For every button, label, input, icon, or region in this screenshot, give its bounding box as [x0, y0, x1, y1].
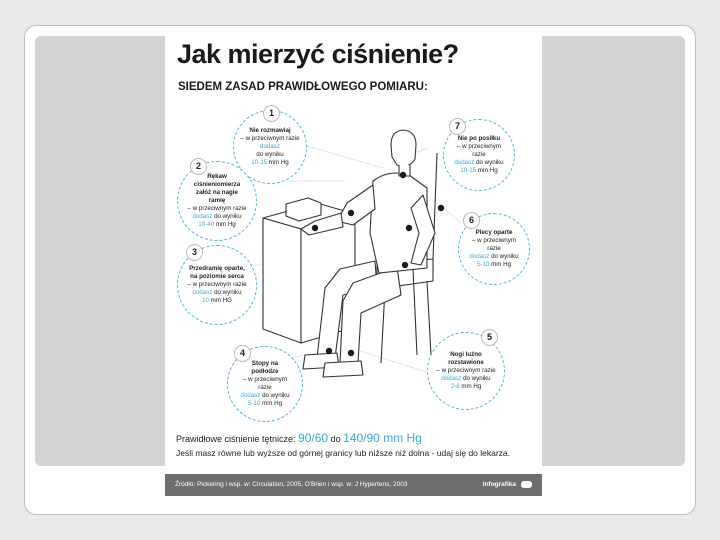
rule-text: do wyniku	[214, 289, 242, 296]
rule-unit: mm Hg	[268, 159, 289, 166]
rule-number: 6	[463, 212, 480, 229]
rule-text: do wyniku	[262, 392, 290, 399]
rule-title: Plecy oparte	[475, 229, 513, 236]
rule-action: dodasz	[260, 143, 280, 150]
normal-pressure-low: 90/60	[298, 431, 329, 445]
rule-text: – w przeciwnym razie	[240, 135, 300, 142]
rule-text: – w przeciwnym razie	[242, 376, 287, 391]
rule-number: 7	[449, 118, 466, 135]
rule-action: dodasz	[192, 289, 213, 296]
rule-bubble-2	[177, 161, 257, 241]
rule-unit: mm HG	[210, 297, 232, 304]
rule-action: dodasz	[192, 213, 213, 220]
rule-text: – w przeciwnym razie	[456, 143, 501, 158]
poster-footer	[165, 474, 542, 496]
brand-logo-icon	[521, 481, 532, 488]
rule-title: Nogi luźno rozstawione	[448, 351, 484, 366]
rule-action: dodasz	[240, 392, 261, 399]
rule-value: 10-15	[251, 159, 268, 166]
poster-title: Jak mierzyć ciśnienie?	[177, 39, 459, 69]
rule-text: do wyniku	[463, 375, 491, 382]
rule-text: do wyniku	[491, 253, 519, 260]
brand-label: Infografika	[482, 481, 516, 488]
rule-value: 5-10	[247, 400, 261, 407]
rule-unit: mm Hg	[215, 221, 236, 228]
rule-unit: mm Hg	[477, 167, 498, 174]
rule-bubble-3	[177, 245, 257, 325]
rule-number: 1	[263, 105, 280, 122]
rule-bubble-6	[458, 213, 530, 285]
rule-title: Stopy na podłodze	[251, 360, 279, 375]
rule-value: 10	[202, 297, 209, 304]
rule-title: Nie po posiłku	[457, 135, 501, 142]
rule-number: 5	[481, 329, 498, 346]
rule-value: 10-40	[198, 221, 215, 228]
normal-pressure-label: Prawidłowe ciśnienie tętnicze:	[176, 434, 296, 444]
rule-unit: mm Hg	[262, 400, 283, 407]
rule-action: dodasz	[441, 375, 462, 382]
infographic-poster	[165, 33, 542, 496]
rule-action: dodasz	[469, 253, 490, 260]
rule-bubble-7	[443, 119, 515, 191]
rule-number: 4	[234, 345, 251, 362]
rule-text: – w przeciwnym razie	[187, 281, 247, 288]
rule-value: 5-10	[476, 261, 490, 268]
rule-value: 2-8	[450, 383, 460, 390]
rule-number: 3	[186, 244, 203, 261]
source-citation: Źródło: Pickering i wsp. w: Circulation, 2005, O'Brien i wsp. w: J Hypertens, 2003	[175, 481, 408, 488]
poster-subtitle: SIEDEM ZASAD PRAWIDŁOWEGO POMIARU:	[178, 81, 428, 93]
rule-title: Nie rozmawiaj	[249, 127, 291, 134]
doctor-note: Jeśli masz równe lub wyższe od górnej granicy lub niższe niż dolna - udaj się do lekarza.	[176, 448, 511, 458]
rule-title: Rękaw ciśnieniomierza załóż na nagie ramię	[193, 173, 241, 204]
rule-text: – w przeciwnym razie	[187, 205, 247, 212]
rule-title: Przedramię oparte, na poziomie serca	[189, 265, 245, 280]
rule-text: – w przeciwnym razie	[436, 367, 496, 374]
normal-pressure-sep: do	[330, 434, 341, 444]
rule-bubble-5	[427, 332, 505, 410]
rule-value: 10-15	[460, 167, 477, 174]
rule-text: – w przeciwnym razie	[471, 237, 516, 252]
rule-unit: mm Hg	[461, 383, 482, 390]
rule-number: 2	[190, 158, 207, 175]
rule-action: dodasz	[454, 159, 475, 166]
rule-text: do wyniku	[476, 159, 504, 166]
rule-unit: mm Hg	[491, 261, 512, 268]
normal-pressure-line	[176, 431, 422, 445]
normal-pressure-high: 140/90 mm Hg	[343, 431, 422, 445]
rule-bubble-4	[227, 346, 303, 422]
rule-text: do wyniku	[214, 213, 242, 220]
rule-text: do wyniku	[256, 151, 284, 158]
